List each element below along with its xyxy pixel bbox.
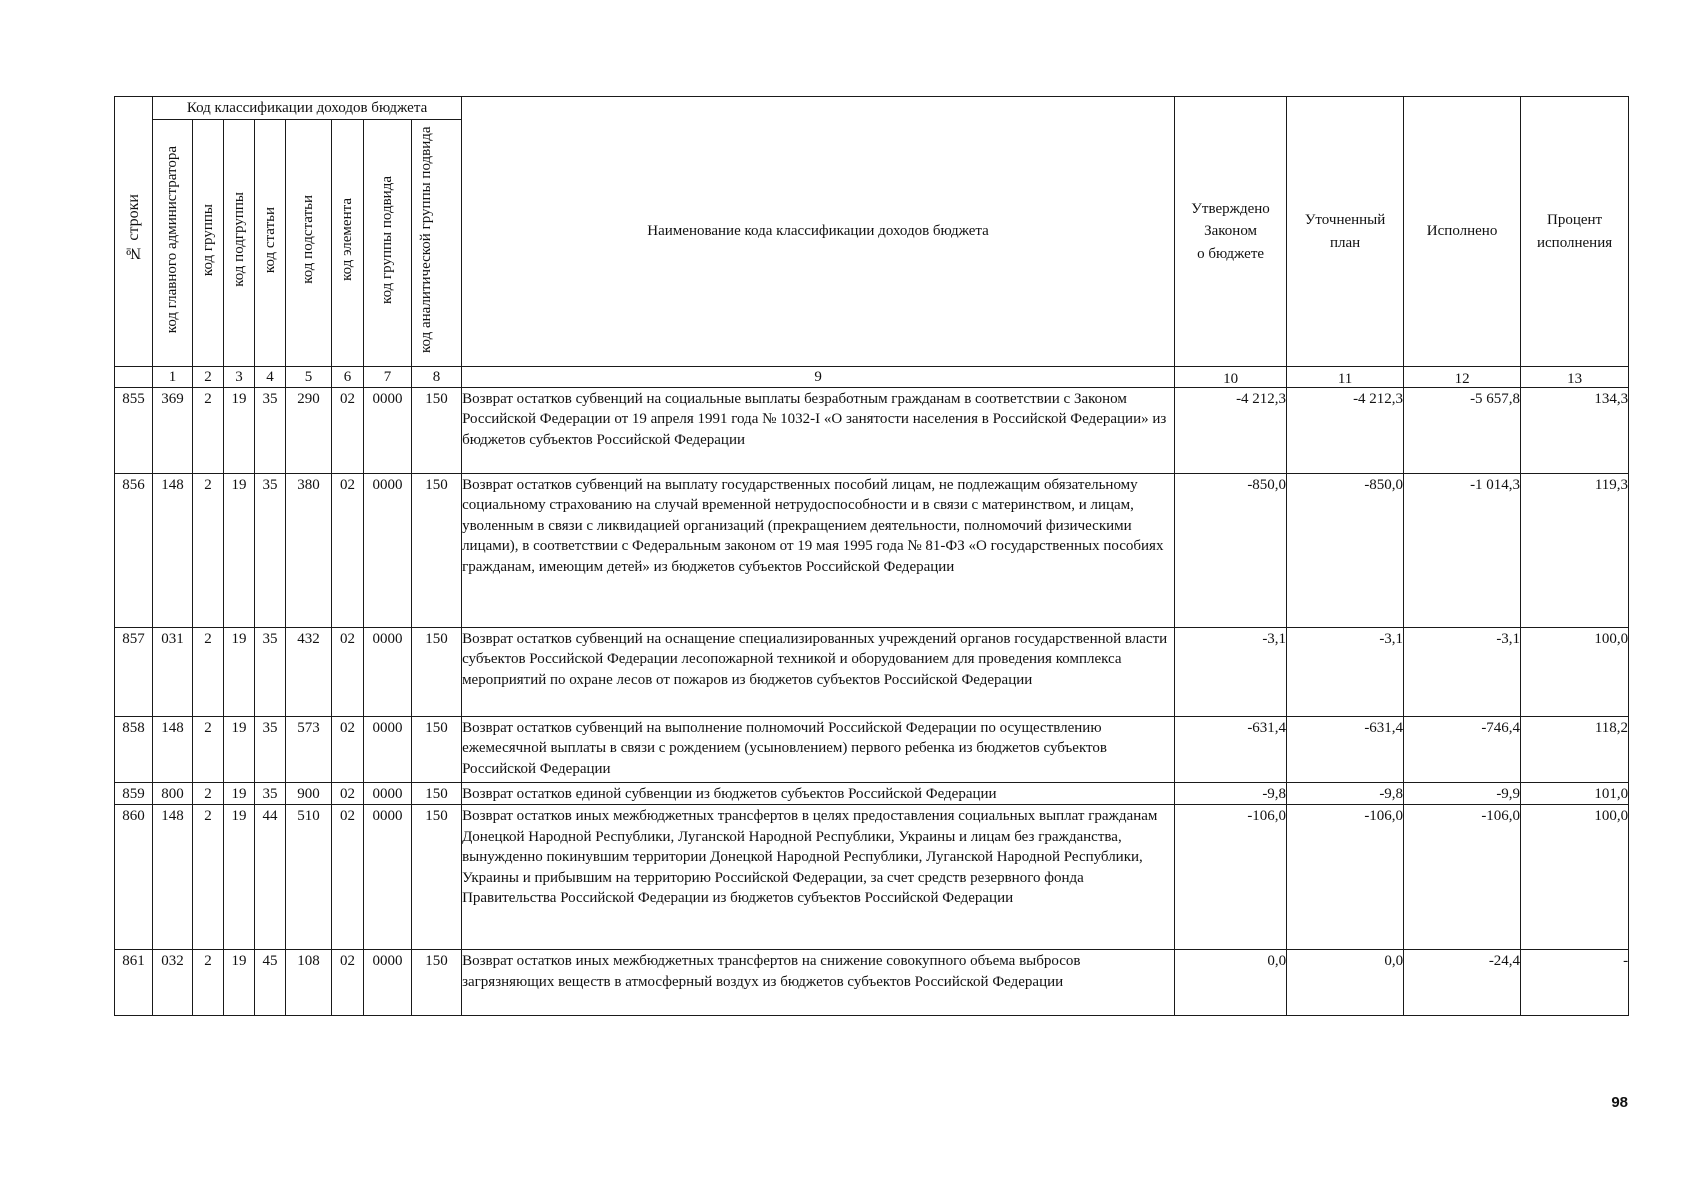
code-cell: 02 [332,474,364,628]
code-cell: 032 [153,950,193,1016]
code-cell: 369 [153,388,193,474]
code-cell: 0000 [364,388,412,474]
executed-value: -1 014,3 [1404,474,1521,628]
code-cell: 0000 [364,783,412,805]
code-cell: 800 [153,783,193,805]
column-number: 4 [255,367,286,388]
approved-value: -631,4 [1175,717,1287,783]
column-number: 10 [1175,367,1287,388]
code-cell: 0000 [364,474,412,628]
approved-value: -850,0 [1175,474,1287,628]
code-cell: 108 [286,950,332,1016]
percent-value: 101,0 [1521,783,1629,805]
code-cell: 19 [224,628,255,717]
code-cell: 148 [153,717,193,783]
executed-value: -9,9 [1404,783,1521,805]
code-cell: 19 [224,950,255,1016]
percent-value: 118,2 [1521,717,1629,783]
header-classification-group: Код классификации доходов бюджета [153,97,462,120]
code-cell: 02 [332,783,364,805]
code-cell: 150 [412,474,462,628]
executed-value: -5 657,8 [1404,388,1521,474]
column-number: 3 [224,367,255,388]
column-number: 7 [364,367,412,388]
table-row [115,805,1629,950]
revenue-name: Возврат остатков субвенций на оснащение специализированных учреждений органов государственной власти субъектов Российской Федерации лесопожарной техникой и оборудованием для проведения комплекса мероприятий по охране лесов от пожаров из бюджетов субъектов Российской Федерации [462,628,1175,717]
approved-value: -3,1 [1175,628,1287,717]
approved-value: -9,8 [1175,783,1287,805]
code-cell: 2 [193,717,224,783]
executed-value: -24,4 [1404,950,1521,1016]
code-cell: 900 [286,783,332,805]
code-cell: 150 [412,783,462,805]
row-number: 855 [115,388,153,474]
header-refined-plan: Уточненный план [1287,97,1404,367]
code-cell: 19 [224,474,255,628]
column-number-row [115,367,1629,388]
header-name-label: Наименование кода классификации доходов бюджета [647,223,989,240]
row-number: 857 [115,628,153,717]
header-approved: Утверждено Законом о бюджете [1175,97,1287,367]
table-row [115,628,1629,717]
refined-value: -9,8 [1287,783,1404,805]
code-cell: 0000 [364,805,412,950]
code-cell: 35 [255,628,286,717]
code-cell: 2 [193,783,224,805]
column-number: 5 [286,367,332,388]
refined-value: -4 212,3 [1287,388,1404,474]
header-code-article: код статьи [255,120,286,367]
header-row-number-label: № строки [124,194,142,263]
code-cell: 2 [193,388,224,474]
budget-revenue-table [114,96,1629,1016]
table-row [115,783,1629,805]
code-cell: 0000 [364,717,412,783]
code-cell: 2 [193,474,224,628]
code-cell: 0000 [364,628,412,717]
header-code-admin: код главного администратора [153,120,193,367]
code-cell: 35 [255,717,286,783]
percent-value: 100,0 [1521,805,1629,950]
revenue-name: Возврат остатков субвенций на социальные выплаты безработным гражданам в соответствии с Законом Российской Федерации от 19 апреля 1991 года № 1032-I «О занятости населения в Российской Федерации» из бюджетов субъектов Российской Федерации [462,388,1175,474]
code-cell: 19 [224,805,255,950]
refined-value: -3,1 [1287,628,1404,717]
approved-value: -4 212,3 [1175,388,1287,474]
code-cell: 2 [193,950,224,1016]
header-row-number [115,97,153,367]
code-cell: 380 [286,474,332,628]
code-cell: 2 [193,628,224,717]
row-number: 858 [115,717,153,783]
header-code-subgroup: код подгруппы [224,120,255,367]
row-number: 856 [115,474,153,628]
code-cell: 510 [286,805,332,950]
code-cell: 02 [332,950,364,1016]
column-number: 9 [462,367,1175,388]
approved-value: 0,0 [1175,950,1287,1016]
executed-value: -106,0 [1404,805,1521,950]
code-cell: 02 [332,805,364,950]
code-cell: 2 [193,805,224,950]
refined-value: -631,4 [1287,717,1404,783]
code-cell: 150 [412,950,462,1016]
column-number: 2 [193,367,224,388]
code-cell: 35 [255,388,286,474]
revenue-name: Возврат остатков субвенций на выплату государственных пособий лицам, не подлежащим обязательному социальному страхованию на случай временной нетрудоспособности и в связи с материнством, и лицам, уволенным в связи с ликвидацией организаций (прекращением деятельности, полномочий физическими лицами), в соответствии с Федеральным законом от 19 мая 1995 года № 81-ФЗ «О государственных пособиях гражданам, имеющим детей» из бюджетов субъектов Российской Федерации [462,474,1175,628]
row-number: 860 [115,805,153,950]
refined-value: -106,0 [1287,805,1404,950]
code-cell: 150 [412,805,462,950]
percent-value: - [1521,950,1629,1016]
row-number: 859 [115,783,153,805]
revenue-name: Возврат остатков субвенций на выполнение полномочий Российской Федерации по осуществлению ежемесячной выплаты в связи с рождением (усыновлением) первого ребенка из бюджетов субъектов Российской Федерации [462,717,1175,783]
revenue-name: Возврат остатков иных межбюджетных трансфертов в целях предоставления социальных выплат гражданам Донецкой Народной Республики, Луганской Народной Республики, Украины и лицам без гражданства, вынужденно покинувшим территории Донецкой Народной Республики, Луганской Народной Республики, Украины и прибывшим на территорию Российской Федерации, за счет средств резервного фонда Правительства Российской Федерации из бюджетов субъектов Российской Федерации [462,805,1175,950]
code-cell: 031 [153,628,193,717]
column-number: 11 [1287,367,1404,388]
header-executed: Исполнено [1404,97,1521,367]
code-cell: 45 [255,950,286,1016]
code-cell: 432 [286,628,332,717]
code-cell: 148 [153,474,193,628]
row-number: 861 [115,950,153,1016]
percent-value: 119,3 [1521,474,1629,628]
column-number: 1 [153,367,193,388]
executed-value: -746,4 [1404,717,1521,783]
header-code-subtype-group: код группы подвида [364,120,412,367]
header-name [462,97,1175,367]
code-cell: 35 [255,474,286,628]
code-cell: 150 [412,388,462,474]
code-cell: 19 [224,717,255,783]
header-code-element: код элемента [332,120,364,367]
code-cell: 150 [412,628,462,717]
revenue-name: Возврат остатков единой субвенции из бюджетов субъектов Российской Федерации [462,783,1175,805]
table-row [115,388,1629,474]
header-code-analytic-group: код аналитической группы подвида [412,120,462,367]
header-code-subarticle: код подстатьи [286,120,332,367]
code-cell: 150 [412,717,462,783]
header-code-group: код группы [193,120,224,367]
revenue-name: Возврат остатков иных межбюджетных трансфертов на снижение совокупного объема выбросов загрязняющих веществ в атмосферный воздух из бюджетов субъектов Российской Федерации [462,950,1175,1016]
column-number: 13 [1521,367,1629,388]
code-cell: 0000 [364,950,412,1016]
code-cell: 290 [286,388,332,474]
percent-value: 100,0 [1521,628,1629,717]
code-cell: 19 [224,783,255,805]
column-number: 8 [412,367,462,388]
column-number: 6 [332,367,364,388]
header-percent: Процент исполнения [1521,97,1629,367]
approved-value: -106,0 [1175,805,1287,950]
executed-value: -3,1 [1404,628,1521,717]
refined-value: -850,0 [1287,474,1404,628]
table-row [115,717,1629,783]
percent-value: 134,3 [1521,388,1629,474]
code-cell: 19 [224,388,255,474]
table-row [115,950,1629,1016]
table-row [115,474,1629,628]
code-cell: 35 [255,783,286,805]
code-cell: 02 [332,388,364,474]
column-number: 12 [1404,367,1521,388]
code-cell: 02 [332,628,364,717]
code-cell: 573 [286,717,332,783]
page-number: 98 [1611,1094,1628,1111]
code-cell: 02 [332,717,364,783]
code-cell: 148 [153,805,193,950]
refined-value: 0,0 [1287,950,1404,1016]
code-cell: 44 [255,805,286,950]
